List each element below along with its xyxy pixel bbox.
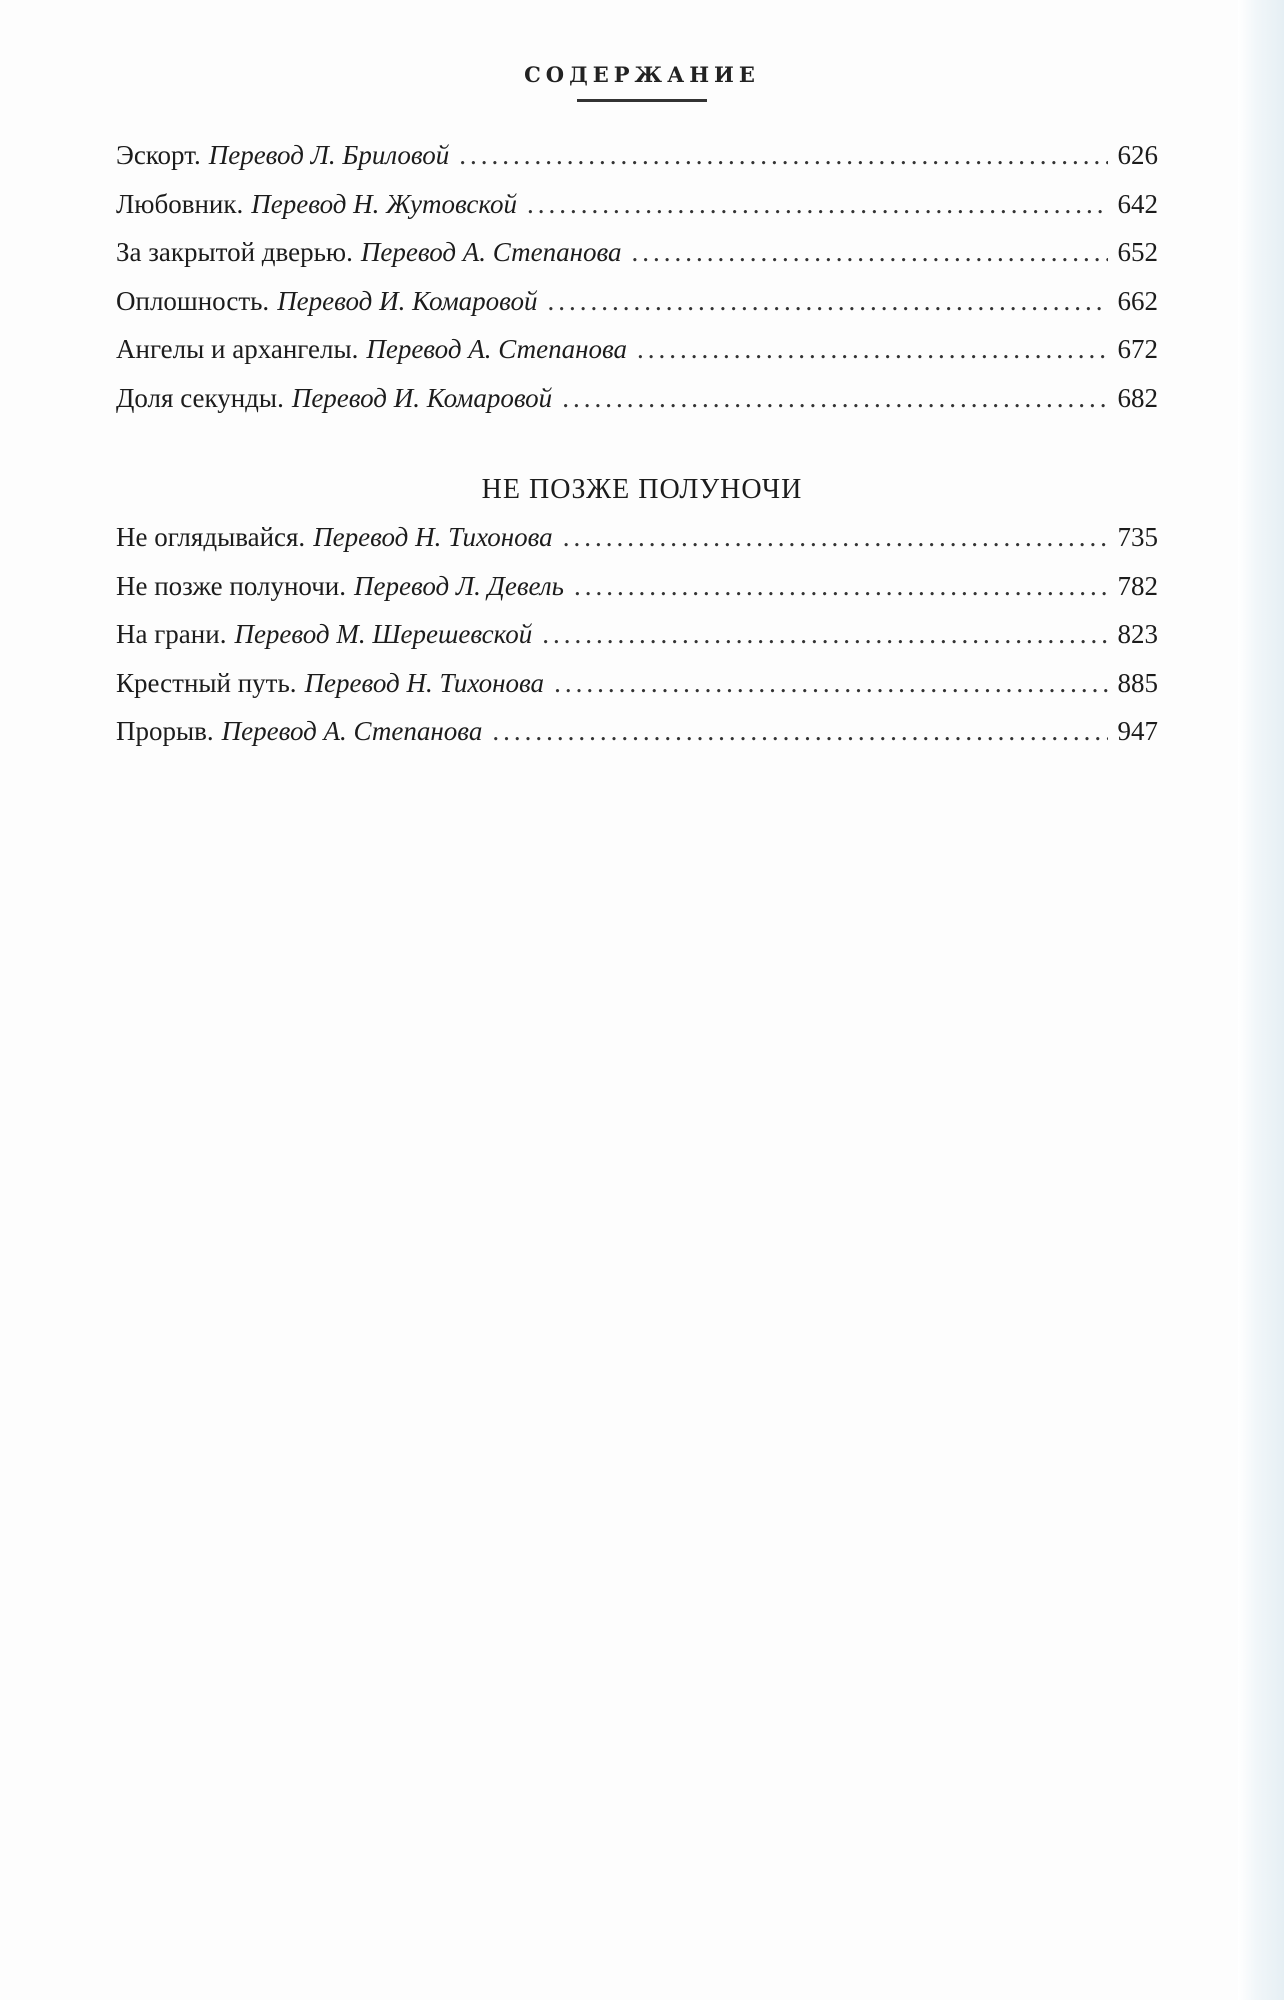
dot-leader (459, 140, 1107, 171)
toc-entry-translator: Перевод Н. Жутовской (251, 188, 517, 219)
toc-entry-title: Не позже полуночи. (116, 570, 346, 601)
toc-entry-page: 672 (1117, 334, 1158, 364)
toc-entry-title: Ангелы и архангелы. (116, 334, 359, 364)
toc-entry-translator: Перевод Н. Тихонова (304, 667, 545, 698)
toc-entry (116, 334, 1158, 383)
toc-entry-translator: Перевод Л. Бриловой (208, 140, 450, 170)
toc-entry (116, 237, 1158, 286)
page-edge (1238, 0, 1284, 2000)
toc-entry-translator: Перевод М. Шерешевской (234, 619, 533, 649)
toc-entry-page: 682 (1117, 382, 1158, 413)
toc-entry-translator: Перевод А. Степанова (221, 716, 483, 746)
dot-leader (527, 189, 1108, 220)
toc-entry-translator: Перевод Н. Тихонова (313, 522, 553, 552)
toc-entry-translator: Перевод А. Степанова (360, 237, 622, 267)
dot-leader (492, 716, 1107, 747)
toc-entry-translator: Перевод И. Комаровой (291, 382, 553, 413)
header-rule (577, 99, 707, 102)
toc-entry (116, 716, 1158, 765)
toc-entry (116, 522, 1158, 571)
dot-leader (637, 334, 1107, 365)
section-heading: НЕ ПОЗЖЕ ПОЛУНОЧИ (481, 474, 803, 505)
toc-entry (116, 668, 1158, 717)
toc-entry-page: 735 (1117, 522, 1158, 552)
dot-leader (542, 619, 1107, 650)
toc-entry-translator: Перевод И. Комаровой (277, 285, 538, 316)
dot-leader (554, 668, 1107, 699)
toc-entry-translator: Перевод Л. Девель (354, 570, 564, 601)
toc-list-first (116, 140, 1158, 431)
toc-entry-title: Не оглядывайся. (116, 522, 306, 552)
running-header (0, 62, 1284, 102)
toc-entry-page: 626 (1117, 140, 1158, 170)
toc-entry (116, 383, 1158, 432)
toc-entry-title: На грани. (116, 619, 227, 649)
toc-list-second (116, 522, 1158, 765)
toc-entry (116, 189, 1158, 238)
dot-leader (562, 383, 1107, 414)
toc-entry-page: 947 (1117, 716, 1158, 746)
toc-entry-title: Крестный путь. (116, 667, 297, 698)
toc-entry-title: За закрытой дверью. (116, 237, 353, 267)
dot-leader (632, 237, 1108, 268)
toc-entry-title: Прорыв. (116, 716, 214, 746)
toc-entry-page: 823 (1117, 619, 1158, 649)
toc-entry (116, 571, 1158, 620)
toc-entry (116, 619, 1158, 668)
toc-entry-page: 885 (1117, 667, 1158, 698)
page-title: СОДЕРЖАНИЕ (524, 62, 760, 87)
dot-leader (548, 286, 1108, 317)
toc-entry-page: 652 (1117, 237, 1158, 267)
dot-leader (574, 571, 1108, 602)
toc-entry-page: 782 (1117, 570, 1158, 601)
toc-entry-title: Доля секунды. (116, 382, 284, 413)
toc-entry-title: Эскорт. (116, 140, 201, 170)
toc-entry-translator: Перевод А. Степанова (366, 334, 628, 364)
toc-entry (116, 140, 1158, 189)
toc-entry-title: Оплошность. (116, 285, 270, 316)
dot-leader (563, 522, 1108, 553)
toc-entry (116, 286, 1158, 335)
toc-entry-page: 642 (1117, 188, 1158, 219)
toc-entry-page: 662 (1117, 285, 1158, 316)
toc-entry-title: Любовник. (116, 188, 244, 219)
